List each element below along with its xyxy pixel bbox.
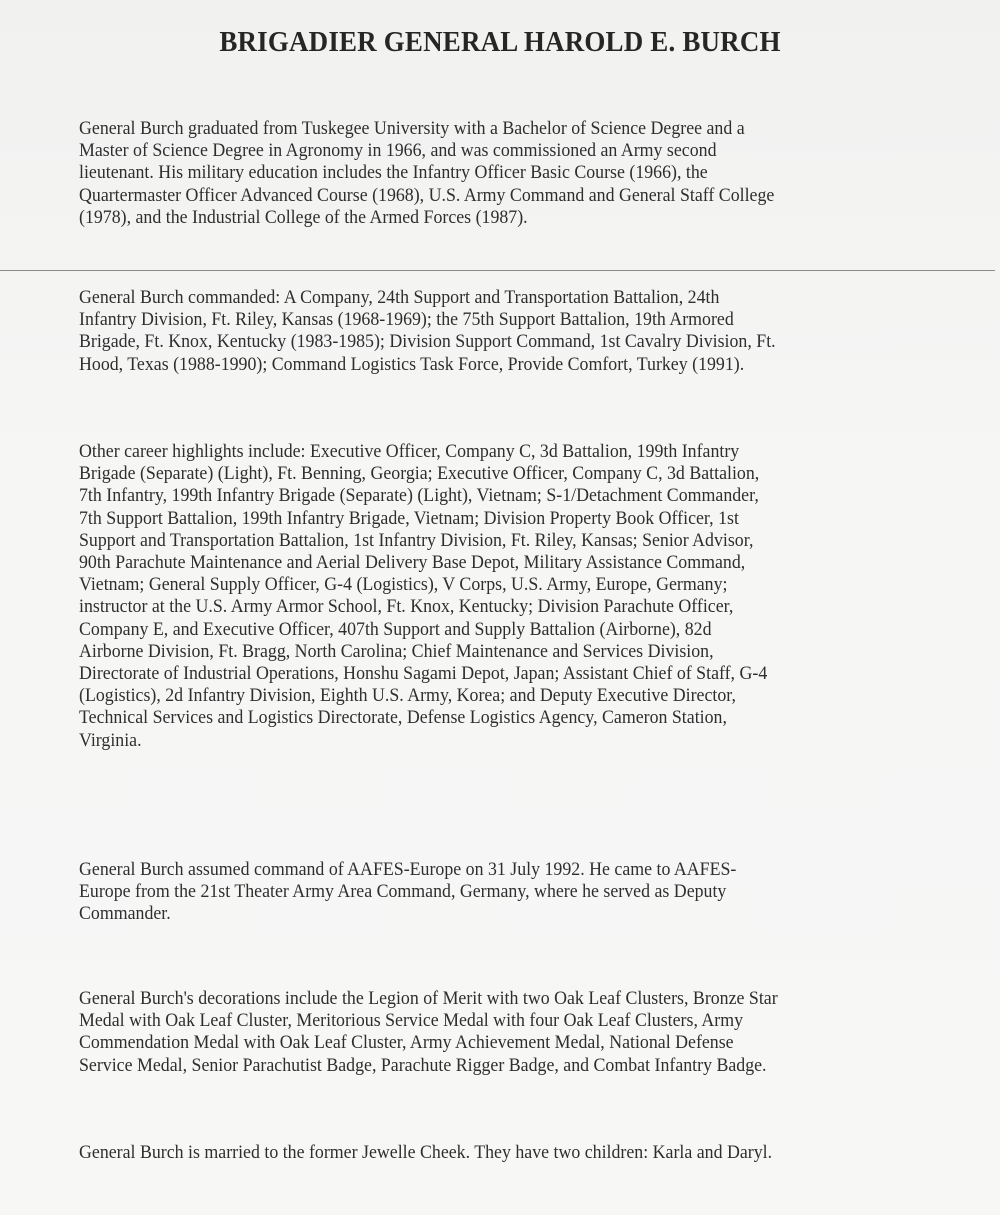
text-line: 7th Infantry, 199th Infantry Brigade (Separate) (Light), Vietnam; S-1/Detachment Commander,	[79, 485, 759, 507]
text-line: Infantry Division, Ft. Riley, Kansas (1968-1969); the 75th Support Battalion, 19th Armored	[79, 309, 734, 331]
text-line: Other career highlights include: Executive Officer, Company C, 3d Battalion, 199th Infantry	[79, 441, 740, 462]
text-line: Support and Transportation Battalion, 1st Infantry Division, Ft. Riley, Kansas; Senior Advisor,	[79, 529, 754, 551]
text-line: Company E, and Executive Officer, 407th Support and Supply Battalion (Airborne), 82d	[79, 618, 712, 640]
text-line: 7th Support Battalion, 199th Infantry Brigade, Vietnam; Division Property Book Officer, 1st	[79, 507, 739, 529]
text-line: Commendation Medal with Oak Leaf Cluster, Army Achievement Medal, National Defense	[79, 1032, 734, 1054]
paragraph-career-highlights	[79, 441, 767, 752]
paragraph-family	[79, 1142, 772, 1164]
text-line: Vietnam; General Supply Officer, G-4 (Logistics), V Corps, U.S. Army, Europe, Germany;	[79, 574, 728, 596]
text-line: Brigade (Separate) (Light), Ft. Benning, Georgia; Executive Officer, Company C, 3d Battalion,	[79, 463, 760, 485]
text-line: (1978), and the Industrial College of the Armed Forces (1987).	[79, 206, 528, 228]
text-line: General Burch graduated from Tuskegee University with a Bachelor of Science Degree and a	[79, 118, 745, 139]
text-line: Commander.	[79, 903, 171, 925]
text-line: Directorate of Industrial Operations, Honshu Sagami Depot, Japan; Assistant Chief of Staff, G-4	[79, 663, 768, 685]
text-line: Master of Science Degree in Agronomy in 1966, and was commissioned an Army second	[79, 140, 717, 162]
text-line: Europe from the 21st Theater Army Area Command, Germany, where he served as Deputy	[79, 881, 727, 903]
text-line: Service Medal, Senior Parachutist Badge, Parachute Rigger Badge, and Combat Infantry Badge.	[79, 1054, 767, 1076]
text-line: 90th Parachute Maintenance and Aerial Delivery Base Depot, Military Assistance Command,	[79, 552, 746, 574]
document-title: BRIGADIER GENERAL HAROLD E. BURCH	[219, 26, 781, 58]
text-line: Airborne Division, Ft. Bragg, North Carolina; Chief Maintenance and Services Division,	[79, 640, 714, 662]
text-line: General Burch is married to the former Jewelle Cheek. They have two children: Karla and Daryl.	[79, 1142, 773, 1163]
text-line: General Burch commanded: A Company, 24th Support and Transportation Battalion, 24th	[79, 287, 720, 308]
text-line: Medal with Oak Leaf Cluster, Meritorious Service Medal with four Oak Leaf Clusters, Army	[79, 1010, 744, 1032]
text-line: Technical Services and Logistics Directorate, Defense Logistics Agency, Cameron Station,	[79, 707, 727, 729]
paragraph-education	[79, 118, 774, 229]
text-line: General Burch assumed command of AAFES-Europe on 31 July 1992. He came to AAFES-	[79, 859, 737, 880]
text-line: lieutenant. His military education includes the Infantry Officer Basic Course (1966), the	[79, 162, 708, 184]
text-line: instructor at the U.S. Army Armor School, Ft. Knox, Kentucky; Division Parachute Officer,	[79, 596, 734, 618]
text-line: Virginia.	[79, 729, 142, 751]
text-line: Quartermaster Officer Advanced Course (1968), U.S. Army Command and General Staff College	[79, 184, 775, 206]
text-line: (Logistics), 2d Infantry Division, Eighth U.S. Army, Korea; and Deputy Executive Director,	[79, 685, 736, 707]
text-line: Hood, Texas (1988-1990); Command Logistics Task Force, Provide Comfort, Turkey (1991).	[79, 353, 745, 375]
paragraph-aafes-command	[79, 859, 736, 926]
text-line: Brigade, Ft. Knox, Kentucky (1983-1985); Division Support Command, 1st Cavalry Division, Ft.	[79, 331, 776, 353]
text-line: General Burch's decorations include the Legion of Merit with two Oak Leaf Clusters, Bronze Star	[79, 988, 778, 1009]
horizontal-divider	[0, 270, 995, 271]
paragraph-commands	[79, 287, 776, 376]
paragraph-decorations	[79, 988, 778, 1077]
